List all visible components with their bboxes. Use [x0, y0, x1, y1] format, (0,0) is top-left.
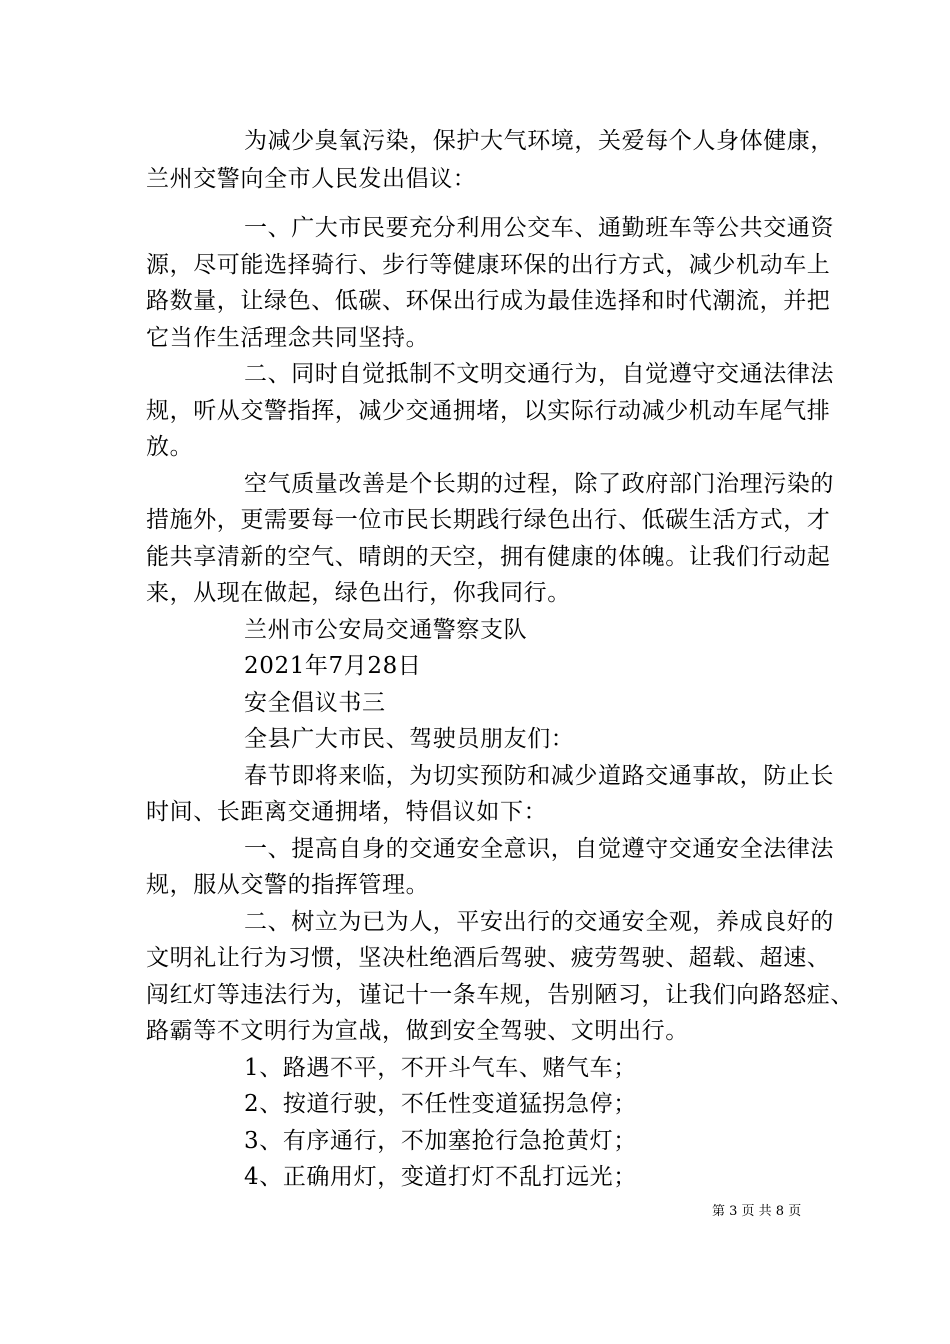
- text-line: 一、提高自身的交通安全意识，自觉遵守交通安全法律法: [244, 836, 834, 862]
- text-line: 它当作生活理念共同坚持。: [146, 325, 430, 351]
- text-line: 规，听从交警指挥，减少交通拥堵，以实际行动减少机动车尾气排: [146, 398, 831, 424]
- text-line: 一、广大市民要充分利用公交车、通勤班车等公共交通资: [244, 215, 834, 241]
- list-item: 3、有序通行，不加塞抢行急抢黄灯；: [244, 1128, 637, 1154]
- text-line: 二、同时自觉抵制不文明交通行为，自觉遵守交通法律法: [244, 361, 834, 387]
- text-line: 春节即将来临，为切实预防和减少道路交通事故，防止长: [244, 763, 834, 789]
- text-line: 规，服从交警的指挥管理。: [146, 872, 430, 898]
- salutation: 全县广大市民、驾驶员朋友们：: [244, 726, 575, 752]
- text-line: 空气质量改善是个长期的过程，除了政府部门治理污染的: [244, 471, 834, 497]
- list-item: 1、路遇不平，不开斗气车、赌气车；: [244, 1055, 637, 1081]
- text-line: 时间、长距离交通拥堵，特倡议如下：: [146, 799, 548, 825]
- text-line: 为减少臭氧污染，保护大气环境，关爱每个人身体健康，: [244, 128, 834, 154]
- text-line: 来，从现在做起，绿色出行，你我同行。: [146, 580, 571, 606]
- text-line: 兰州交警向全市人民发出倡议：: [146, 166, 477, 192]
- list-item: 4、正确用灯，变道打灯不乱打远光；: [244, 1164, 637, 1190]
- list-item: 2、按道行驶，不任性变道猛拐急停；: [244, 1091, 637, 1117]
- text-line: 文明礼让行为习惯，坚决杜绝酒后驾驶、疲劳驾驶、超载、超速、: [146, 945, 831, 971]
- text-line: 路数量，让绿色、低碳、环保出行成为最佳选择和时代潮流，并把: [146, 288, 831, 314]
- page-number: 第 3 页 共 8 页: [712, 1204, 802, 1219]
- text-line: 放。: [146, 434, 194, 460]
- text-line: 源，尽可能选择骑行、步行等健康环保的出行方式，减少机动车上: [146, 252, 831, 278]
- text-line: 路霸等不文明行为宣战，做到安全驾驶、文明出行。: [146, 1018, 689, 1044]
- text-line: 闯红灯等违法行为，谨记十一条车规，告别陋习，让我们向路怒症、: [146, 982, 854, 1008]
- text-line: 能共享清新的空气、晴朗的天空，拥有健康的体魄。让我们行动起: [146, 544, 831, 570]
- signature-org: 兰州市公安局交通警察支队: [244, 617, 528, 643]
- section-title: 安全倡议书三: [244, 690, 386, 716]
- text-line: 措施外，更需要每一位市民长期践行绿色出行、低碳生活方式，才: [146, 507, 831, 533]
- signature-date: 2021年7月28日: [244, 653, 422, 679]
- text-line: 二、树立为已为人，平安出行的交通安全观，养成良好的: [244, 909, 834, 935]
